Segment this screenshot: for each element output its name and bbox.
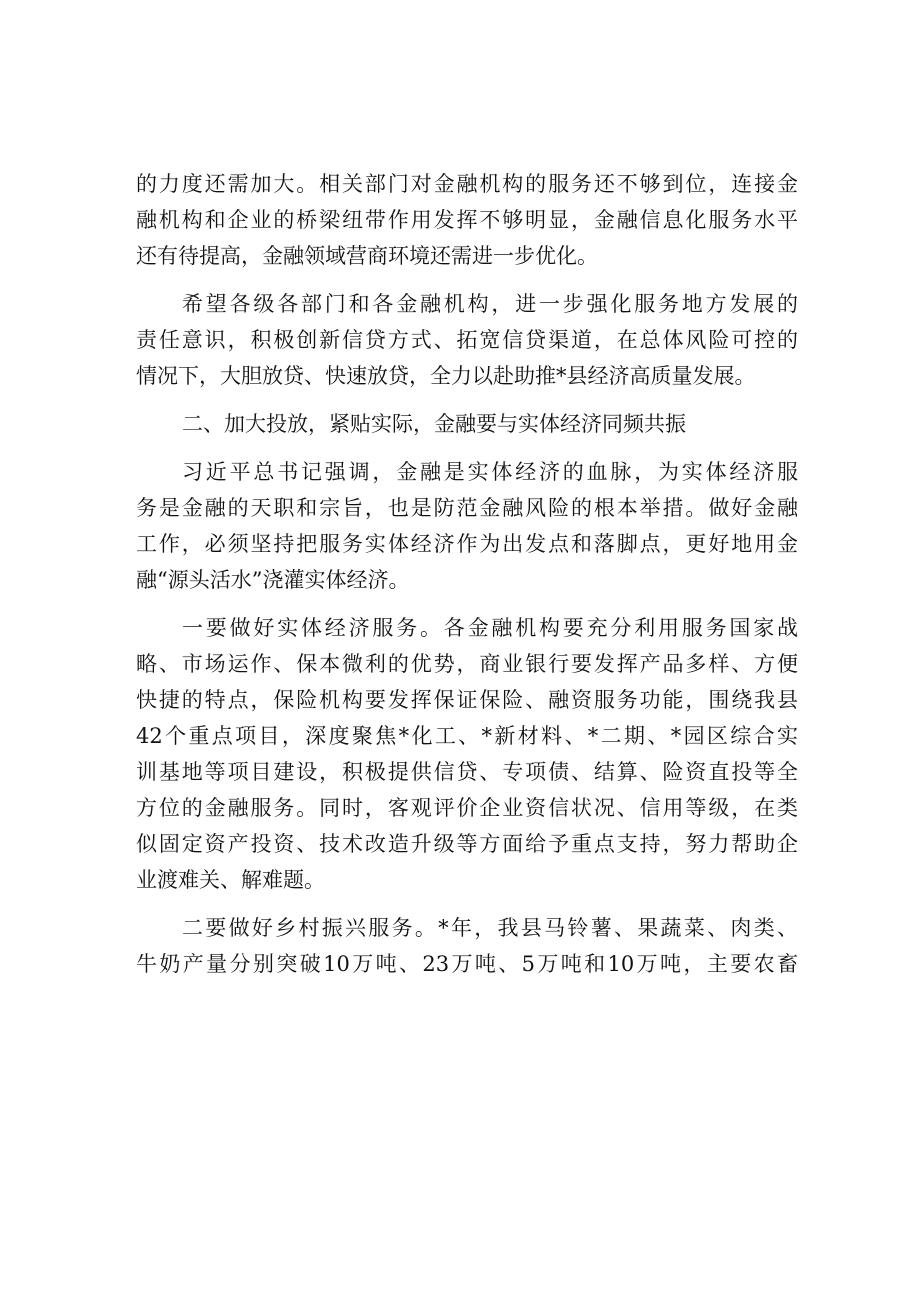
- text-line: 融机构和企业的桥梁纽带作用发挥不够明显，金融信息化服务水平: [136, 208, 798, 232]
- paragraph-xi-quote: [136, 454, 798, 598]
- paragraph-rural-revitalization: [136, 910, 798, 982]
- heading-text: 二、加大投放，紧贴实际，金融要与实体经济同频共振: [182, 412, 686, 436]
- text-line: 习近平总书记强调，金融是实体经济的血脉，为实体经济服: [182, 460, 798, 484]
- text-line: 训基地等项目建设，积极提供信贷、专项债、结算、险资直投等全: [136, 760, 798, 784]
- text-line: 融“源头活水”浇灌实体经济。: [136, 568, 410, 592]
- text-line: 责任意识，积极创新信贷方式、拓宽信贷渠道，在总体风险可控的: [136, 328, 798, 352]
- document-body: [136, 166, 798, 994]
- paragraph-real-economy-service: [136, 610, 798, 898]
- text-line: 快捷的特点，保险机构要发挥保证保险、融资服务功能，围绕我县: [136, 688, 798, 712]
- paragraph-continuation: [136, 166, 798, 274]
- text-line: 略、市场运作、保本微利的优势，商业银行要发挥产品多样、方便: [136, 652, 798, 676]
- text-line: 牛奶产量分别突破10万吨、23万吨、5万吨和10万吨，主要农畜: [136, 952, 798, 976]
- text-line: 情况下，大胆放贷、快速放贷，全力以赴助推*县经济高质量发展。: [136, 364, 756, 388]
- paragraph-hope: [136, 286, 798, 394]
- text-line: 工作，必须坚持把服务实体经济作为出发点和落脚点，更好地用金: [136, 532, 798, 556]
- text-line: 二要做好乡村振兴服务。*年，我县马铃薯、果蔬菜、肉类、: [182, 916, 798, 940]
- text-line: 方位的金融服务。同时，客观评价企业资信状况、信用等级，在类: [136, 796, 798, 820]
- section-heading: [136, 406, 798, 442]
- text-line: 希望各级各部门和各金融机构，进一步强化服务地方发展的: [182, 292, 798, 316]
- text-line: 务是金融的天职和宗旨，也是防范金融风险的根本举措。做好金融: [136, 496, 798, 520]
- text-line: 42个重点项目，深度聚焦*化工、*新材料、*二期、*园区综合实: [136, 724, 798, 748]
- text-line: 还有待提高，金融领域营商环境还需进一步优化。: [136, 244, 598, 268]
- text-line: 业渡难关、解难题。: [136, 868, 325, 892]
- text-line: 一要做好实体经济服务。各金融机构要充分利用服务国家战: [182, 616, 798, 640]
- text-line: 似固定资产投资、技术改造升级等方面给予重点支持，努力帮助企: [136, 832, 798, 856]
- text-line: 的力度还需加大。相关部门对金融机构的服务还不够到位，连接金: [136, 172, 798, 196]
